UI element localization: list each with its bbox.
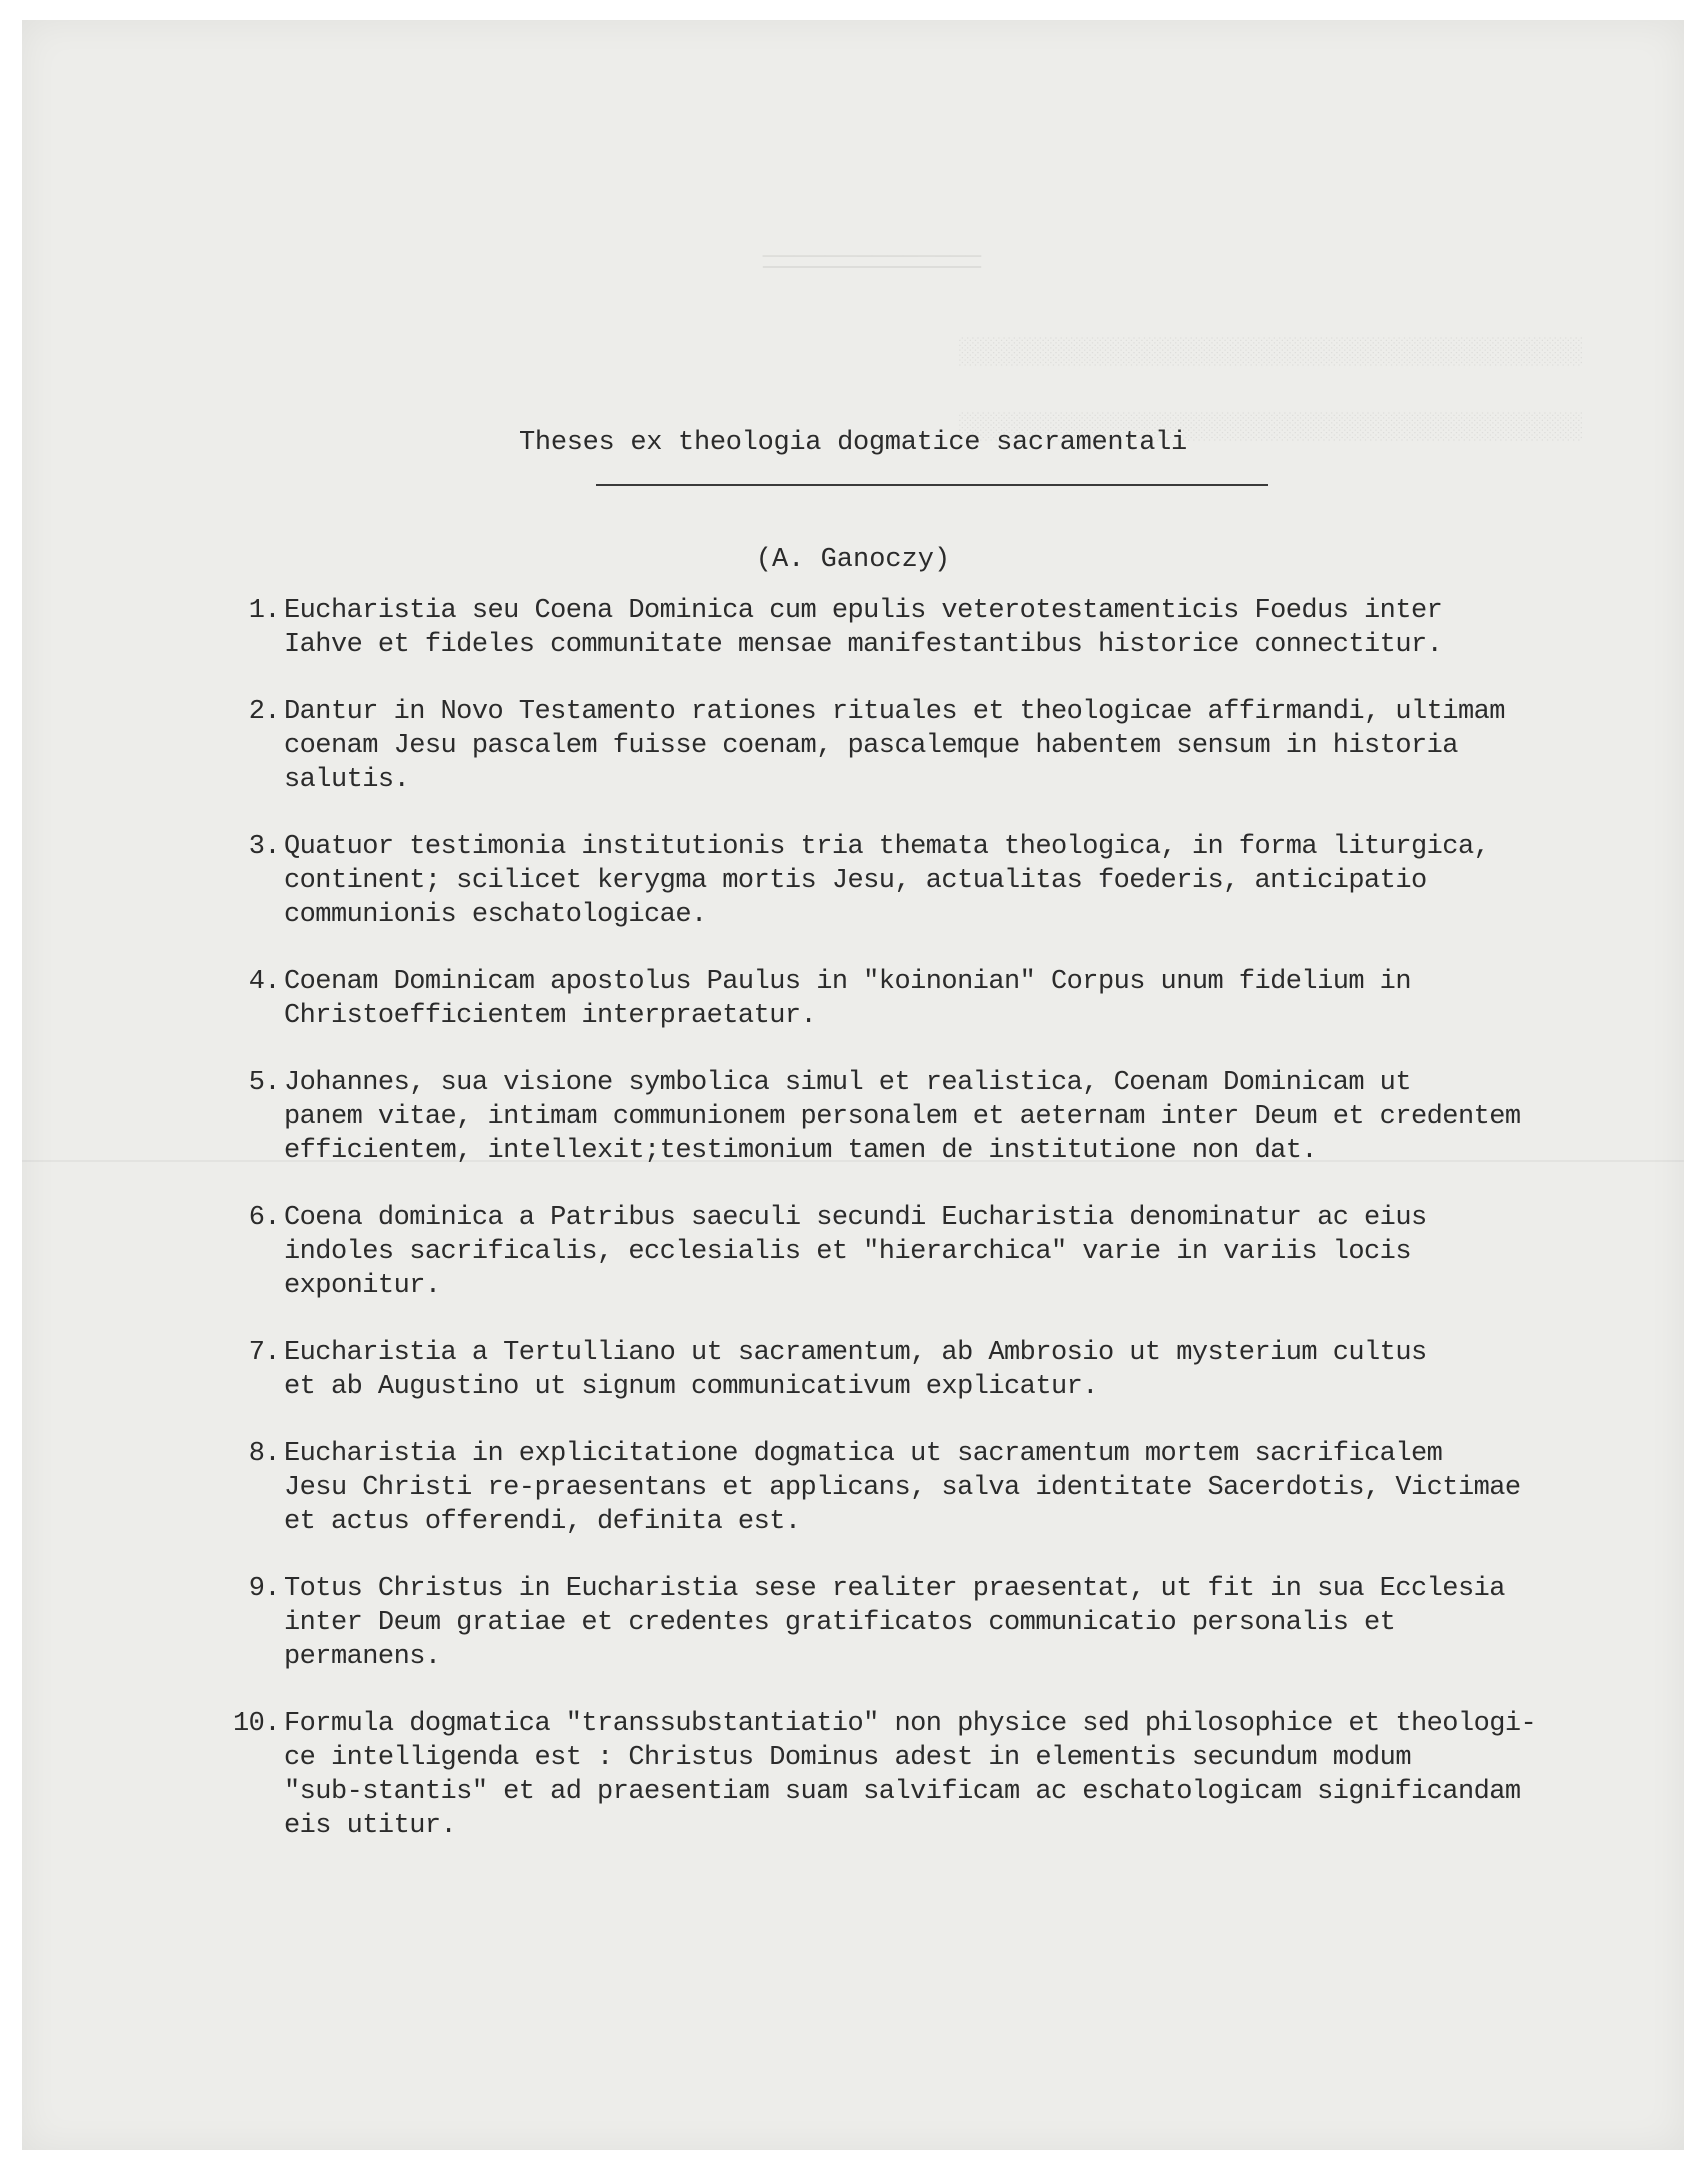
thesis-number: 9. <box>248 1574 280 1604</box>
reverse-side-bleed-through: ────────────── ░░░░░░░░░░░░░░░░░░░░░░░░░░░░░░░░░░░░░░░░ ░░░░░░░░░░░░░░░░░░░░░░░░░░░░░░░░░░░░░░░░ <box>762 242 1582 442</box>
thesis-10 <box>22 1707 1684 1843</box>
thesis-text: Coenam Dominicam apostolus Paulus in "koinonian" Corpus unum fidelium in Christoefficientem interpraetatur. <box>284 967 1411 1031</box>
thesis-number: 6. <box>248 1203 280 1233</box>
thesis-3 <box>22 830 1684 932</box>
thesis-text: Eucharistia seu Coena Dominica cum epulis veterotestamenticis Foedus inter Iahve et fideles communitate mensae manifestantibus historice connectitur. <box>284 596 1443 660</box>
thesis-number: 4. <box>248 967 280 997</box>
thesis-text: Eucharistia a Tertulliano ut sacramentum, ab Ambrosio ut mysterium cultus et ab Augustino ut signum communicativum explicatur. <box>284 1338 1427 1402</box>
thesis-text: Eucharistia in explicitatione dogmatica ut sacramentum mortem sacrificalem Jesu Christi re-praesentans et applicans, salva identitate Sacerdotis, Victimae et actus offerendi, definita est. <box>284 1439 1521 1537</box>
thesis-7 <box>22 1336 1684 1404</box>
thesis-4 <box>22 965 1684 1033</box>
thesis-9 <box>22 1572 1684 1674</box>
thesis-text: Dantur in Novo Testamento rationes rituales et theologicae affirmandi, ultimam coenam Jesu pascalem fuisse coenam, pascalemque habentem sensum in historia salutis. <box>284 697 1505 795</box>
document-author: (A. Ganoczy) <box>755 545 951 575</box>
thesis-8 <box>22 1437 1684 1539</box>
thesis-number: 2. <box>248 697 280 727</box>
theses-list <box>22 594 1684 1876</box>
thesis-number: 8. <box>248 1439 280 1469</box>
thesis-1 <box>22 594 1684 662</box>
paper-sheet <box>22 20 1684 2150</box>
thesis-number: 1. <box>248 596 280 626</box>
thesis-text: Totus Christus in Eucharistia sese realiter praesentat, ut fit in sua Ecclesia inter Deum gratiae et credentes gratificatos communicatio personalis et permanens. <box>284 1574 1505 1672</box>
thesis-text: Formula dogmatica "transsubstantiatio" non physice sed philosophice et theologi- ce intelligenda est : Christus Dominus adest in elementis secundum modum "sub-stantis" et ad praesentiam suam salvificam ac eschatologicam significandam eis utitur. <box>284 1709 1537 1841</box>
thesis-number: 3. <box>248 832 280 862</box>
thesis-text: Coena dominica a Patribus saeculi secundi Eucharistia denominatur ac eius indoles sacrificalis, ecclesialis et "hierarchica" varie in variis locis exponitur. <box>284 1203 1427 1301</box>
thesis-number: 10. <box>233 1709 280 1739</box>
thesis-number: 7. <box>248 1338 280 1368</box>
thesis-text: Quatuor testimonia institutionis tria themata theologica, in forma liturgica, continent; scilicet kerygma mortis Jesu, actualitas foederis, anticipatio communionis eschatologicae. <box>284 832 1490 930</box>
thesis-6 <box>22 1201 1684 1303</box>
thesis-text: Johannes, sua visione symbolica simul et realistica, Coenam Dominicam ut panem vitae, intimam communionem personalem et aeternam inter Deum et credentem efficientem, intellexit;testimonium tamen de institutione non dat. <box>284 1068 1521 1166</box>
document-title: Theses ex theologia dogmatice sacramentali <box>519 428 1187 458</box>
thesis-number: 5. <box>248 1068 280 1098</box>
thesis-5 <box>22 1066 1684 1168</box>
title-underline <box>596 484 1268 486</box>
thesis-2 <box>22 695 1684 797</box>
